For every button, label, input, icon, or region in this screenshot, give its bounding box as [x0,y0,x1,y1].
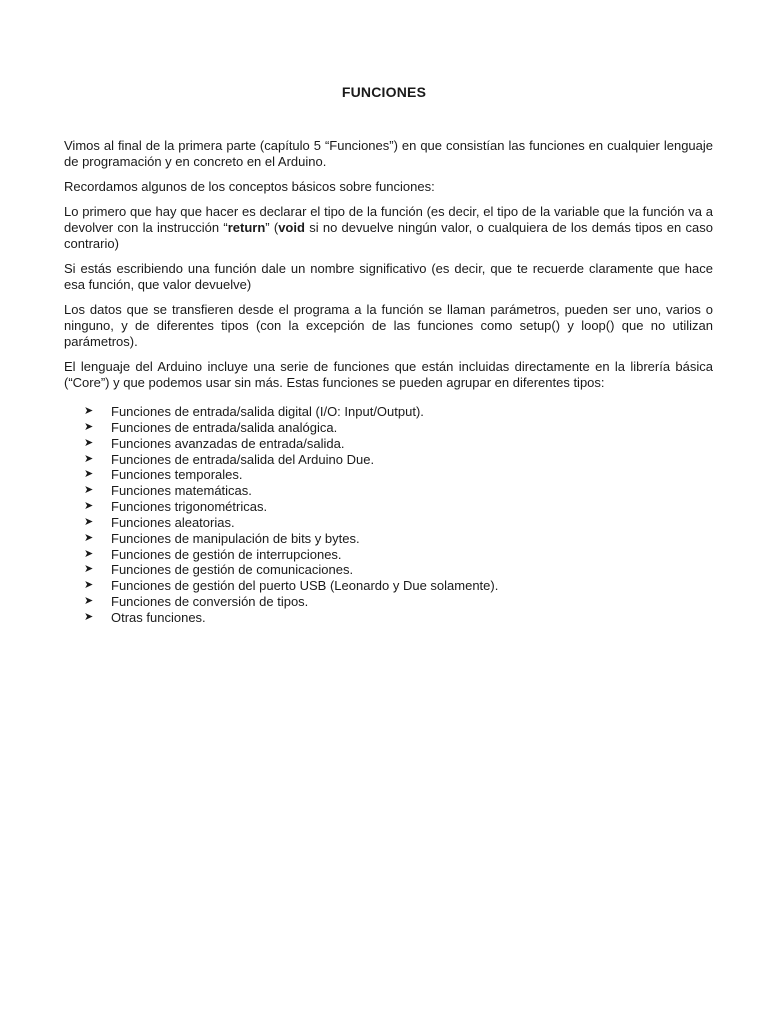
list-item-text: Funciones de gestión de interrupciones. [111,546,342,562]
list-item-text: Funciones de gestión de comunicaciones. [111,562,354,578]
keyword-return: return [227,220,266,235]
paragraph-text: si no devuelve ningún valor, o cualquiera de los demás tipos en caso contrario) [64,220,713,251]
arrowhead-bullet-icon: ➤ [84,405,94,417]
document-body [64,138,713,400]
list-item-text: Otras funciones. [111,609,206,625]
list-item-text: Funciones de conversión de tipos. [111,594,309,610]
list-item-text: Funciones avanzadas de entrada/salida. [111,435,345,451]
arrowhead-bullet-icon: ➤ [84,420,94,433]
list-item-text: Funciones de entrada/salida del Arduino Due. [111,451,375,467]
list-item [84,578,704,594]
arrowhead-bullet-icon: ➤ [84,595,94,608]
paragraph-intro: Vimos al final de la primera parte (capítulo 5 “Funciones”) en que consistían las funciones en cualquier lenguaje de programación y en concreto en el Arduino. [64,138,713,169]
list-item-text: Funciones de gestión del puerto USB (Leonardo y Due solamente). [111,578,499,594]
list-item [84,547,704,563]
paragraph-recap: Recordamos algunos de los conceptos básicos sobre funciones: [64,179,435,194]
list-item-text: Funciones matemáticas. [111,483,252,499]
keyword-void: void [278,220,305,235]
arrowhead-bullet-icon: ➤ [84,563,94,576]
arrowhead-bullet-icon: ➤ [84,515,94,528]
page-title: FUNCIONES [341,84,427,100]
arrowhead-bullet-icon: ➤ [84,531,94,544]
paragraph-text: Lo primero que hay que hacer es declarar el tipo de la función (es decir, el tipo de la variable que la función va a devolver con la instrucción “ [64,204,713,235]
list-item-text: Funciones de manipulación de bits y bytes. [111,530,360,546]
paragraph-text: ” ( [265,220,279,235]
list-item [84,404,704,420]
list-item [84,562,704,578]
arrowhead-bullet-icon: ➤ [84,452,94,465]
list-item-text: Funciones temporales. [111,467,243,483]
list-item [84,499,704,515]
arrowhead-bullet-icon: ➤ [84,436,94,449]
list-item [84,594,704,610]
arrowhead-bullet-icon: ➤ [84,579,94,592]
arrowhead-bullet-icon: ➤ [84,500,94,513]
list-item-text: Funciones aleatorias. [111,514,235,530]
arrowhead-bullet-icon: ➤ [84,547,94,560]
list-item [84,452,704,468]
paragraph-parameters: Los datos que se transfieren desde el programa a la función se llaman parámetros, pueden ser uno, varios o ninguno, y de diferentes tipos (con la excepción de las funciones como setup() y loop() que no utilizan parámetros). [64,302,713,349]
arrowhead-bullet-icon: ➤ [84,610,94,623]
list-item [84,531,704,547]
list-item-text: Funciones de entrada/salida digital (I/O: Input/Output). [111,404,424,419]
list-item [84,467,704,483]
function-types-list [84,404,704,626]
paragraph-core-library: El lenguaje del Arduino incluye una serie de funciones que están incluidas directamente en la librería básica (“Core”) y que podemos usar sin más. Estas funciones se pueden agrupar en diferentes tipos: [64,359,713,390]
list-item [84,610,704,626]
list-item-text: Funciones de entrada/salida analógica. [111,419,338,435]
list-item [84,436,704,452]
list-item-text: Funciones trigonométricas. [111,499,268,515]
arrowhead-bullet-icon: ➤ [84,468,94,481]
list-item [84,483,704,499]
paragraph-naming: Si estás escribiendo una función dale un nombre significativo (es decir, que te recuerde claramente que hace esa función, que valor devuelve) [64,261,713,292]
list-item [84,515,704,531]
arrowhead-bullet-icon: ➤ [84,484,94,497]
paragraph-declare-type [64,204,713,252]
list-item [84,420,704,436]
